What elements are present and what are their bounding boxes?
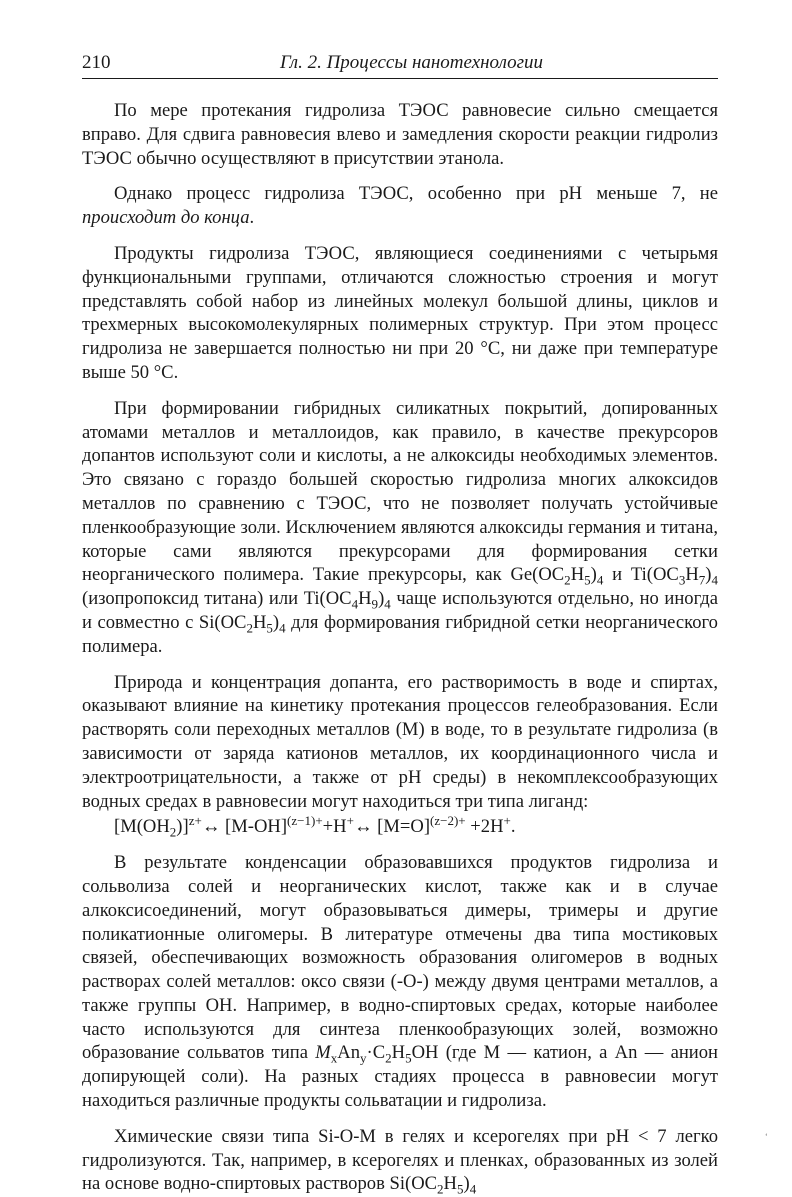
book-page xyxy=(82,48,718,1196)
formula-ge: $Ge(OC_2H_5)_4$ xyxy=(510,564,604,589)
paragraph-4-text-4: для формирования гибридной сетки неорганического полимера. xyxy=(82,611,718,657)
paragraph-2-text: Однако процесс гидролиза ТЭОС, особенно при pH меньше 7, не xyxy=(114,183,718,205)
paragraph-6 xyxy=(82,851,718,1113)
paragraph-2-end: . xyxy=(249,207,255,229)
paragraph-5: Природа и концентрация допанта, его растворимость в воде и спиртах, оказывают влияние на кинетику протекания процессов гелеобразования. Если растворять соли переходных металлов (М) в воде, то в результате гидролиза (в зависимости от заряда катионов металлов, их координационного числа и электроотрицательности, а также от pH среды) в некомплексообразующих водных средах в равновесии могут находиться три типа лиганд: xyxy=(82,671,718,812)
formula-teos: $Si(OC_2H_5)_4$ xyxy=(198,611,286,636)
page-corner-mark: ʻ xyxy=(765,1132,768,1141)
formula-ti-butoxide: $Ti(OC_4H_9)_4$ xyxy=(303,588,391,612)
paragraph-6-text-2: (где М — катион, а An — анион допирующей соли). На разных стадиях процесса в равновесии могут находиться различные продукты сольватации и гидролиза. xyxy=(82,1042,718,1112)
equilibrium-equation: $[M(OH_2)]^{z+}\leftrightarrow$ $[M-OH]^{(z-1)+}+H^+\leftrightarrow$ [M=O]$^{(z-2)+}$ +2H+. xyxy=(114,813,516,841)
page-header xyxy=(82,48,718,79)
formula-solvate: $M_xAn_y\cdot C_2H_5OH$ xyxy=(315,1042,439,1067)
running-head: Гл. 2. Процессы нанотехнологии xyxy=(280,52,544,73)
page-number: 210 xyxy=(82,52,111,73)
paragraph-4: При формировании гибридных силикатных покрытий, допированных атомами металлов и металлоидов, как правило, в качестве прекурсоров допантов используют соли и кислоты, а не алкоксиды необходимых элементов. Это связано с гораздо большей скоростью гидролиза многих алкоксидов металлов по сравнению с ТЭОС, что не позволяет получать устойчивые пленкообразующие золи. Исключением являются алкоксиды германия и титана, которые сами являются прекурсорами для формирования сетки неорганического полимера. Такие прекурсоры, как $Ge(OC_2H_5)_4$ и $Ti(OC_3H_7)_4$ (изопропоксид титана) или $Ti(OC_4H_9)_4$ чаще используются отдельно, но иногда и совместно с $Si(OC_2H_5)_4$ для формирования гибридной сетки неорганического полимера. xyxy=(82,397,719,657)
paragraph-6-text-1: В результате конденсации образовавшихся продуктов гидролиза и сольволиза солей и неорганических кислот, также как и в случае алкоксисоединений, могут образовываться димеры, тримеры и другие поликатионные олигомеры. В литературе отмечены два типа мостиковых связей, обеспечивающих возможность образования олигомеров в водных растворах солей металлов: оксо связи (-О-) между двумя центрами металлов, а также группы ОН. Например, в водно-спиртовых средах, которые наиболее часто используются для синтеза пленкообразующих золей, возможно образование сольватов типа xyxy=(82,852,718,1064)
formula-ti-isopropoxide: $Ti(OC_3H_7)_4$ xyxy=(630,564,718,589)
paragraph-4-text-2: (изопропоксид титана) или xyxy=(82,588,304,610)
paragraph-7-text-1: Химические связи типа Si-O-M в гелях и ксерогелях при pH < 7 легко гидролизуются. Так, например, в ксерогелях и пленках, образованных из золей на основе водно-спиртовых растворов xyxy=(82,1125,718,1195)
paragraph-1: По мере протекания гидролиза ТЭОС равновесие сильно смещается вправо. Для сдвига равновесия влево и замедления скорости реакции гидролиз ТЭОС обычно осуществляют в присутствии этанола. xyxy=(82,100,718,169)
paragraph-3: Продукты гидролиза ТЭОС, являющиеся соединениями с четырьмя функциональными группами, отличаются сложностью строения и могут представлять собой набор из линейных молекул большой длины, циклов и трехмерных высокомолекулярных полимерных структур. При этом процесс гидролиза не завершается полностью ни при 20 °С, ни даже при температуре выше 50 °С. xyxy=(82,242,718,383)
paragraph-4-text-1: При формировании гибридных силикатных покрытий, допированных атомами металлов и металлоидов, как правило, в качестве прекурсоров допантов используют соли и кислоты, а не алкоксиды необходимых элементов. Это связано с гораздо большей скоростью гидролиза многих алкоксидов металлов по сравнению с ТЭОС, что не позволяет получать устойчивые пленкообразующие золи. Исключением являются алкоксиды германия и титана, которые сами являются прекурсорами для формирования сетки неорганического полимера. Такие прекурсоры, как xyxy=(82,397,718,586)
paragraph-7 xyxy=(82,1125,718,1196)
paragraph-4-text-3: чаще используются отдельно, но иногда и совместно с xyxy=(82,588,719,633)
paragraph-2-emphasis: происходит до конца xyxy=(82,207,250,229)
formula-teos-2: $Si(OC_2H_5)_4$ xyxy=(389,1173,477,1197)
paragraph-2 xyxy=(82,182,718,230)
body-text xyxy=(82,99,718,1196)
